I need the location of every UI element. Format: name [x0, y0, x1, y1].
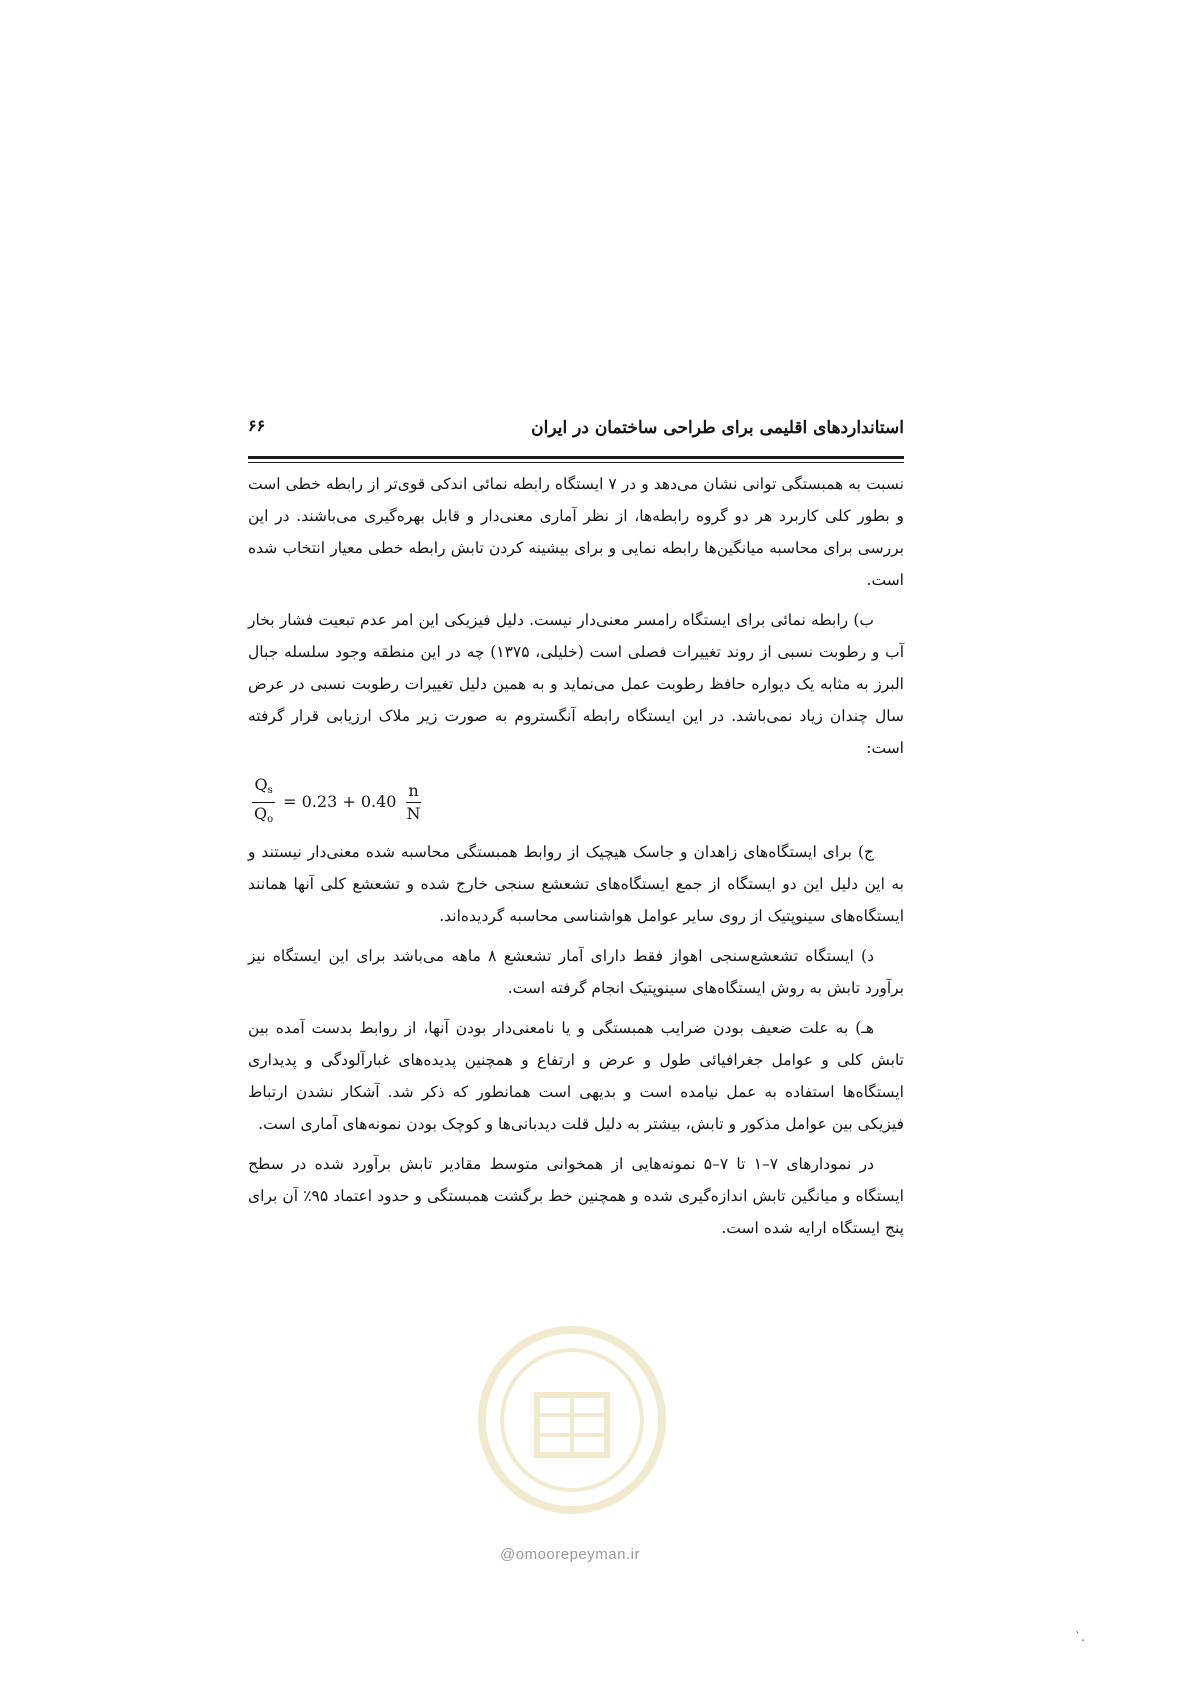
- scan-speck: ˋ.: [1075, 1630, 1085, 1644]
- paragraph-d: د) ایستگاه تشعشع‌سنجی اهواز فقط دارای آمار تشعشع ۸ ماهه می‌باشد برای این ایستگاه نیز برآورد تابش به روش ایستگاه‌های سینوپتیک انجام گرفته است.: [248, 947, 904, 997]
- formula-lhs-denominator: $Q_o$: [254, 803, 274, 825]
- page-number: ۶۶: [248, 416, 266, 435]
- page-header: [248, 418, 904, 448]
- body-text: [248, 468, 904, 1252]
- formula-rhs-numerator: n: [406, 781, 420, 803]
- paragraph-b: ب) رابطه نمائی برای ایستگاه رامسر معنی‌دار نیست. دلیل فیزیکی این امر عدم تبعیت فشار بخار آب و رطوبت نسبی از روند تغییرات فصلی است (خلیلی، ۱۳۷۵) چه در این منطقه وجود سلسله جبال البرز به مثابه یک دیواره حافظ رطوبت عمل می‌نماید و به همین دلیل تغییرات رطوبت نسبی در عرض سال چندان زیاد نمی‌باشد. در این ایستگاه رابطه آنگستروم به صورت زیر ملاک ارزیابی قرار گرفته است:: [248, 611, 905, 757]
- watermark-seal-icon: [472, 1320, 672, 1520]
- formula-rhs-fraction: [404, 781, 422, 824]
- running-title: استانداردهای اقلیمی برای طراحی ساختمان در ایران: [531, 418, 904, 438]
- header-rule-thick: [248, 456, 904, 459]
- angstrom-formula: [248, 774, 904, 830]
- paragraph-final: در نمودارهای ۷–۱ تا ۷–۵ نمونه‌هایی از همخوانی متوسط مقادیر تابش برآورد شده در سطح ایستگاه و میانگین تابش اندازه‌گیری شده و همچنین خط برگشت همبستگی و حدود اعتماد ۹۵٪ آن برای پنج ایستگاه ارایه شده است.: [248, 1155, 904, 1237]
- paragraph-h: هـ) به علت ضعیف بودن ضرایب همبستگی و یا نامعنی‌دار بودن آنها، از روابط بدست آمده بین تابش کلی و عوامل جغرافیائی طول و عرض و ارتفاع و همچنین پدیده‌های غبارآلودگی و پدیداری ایستگاه‌ها استفاده به عمل نیامده است و بدیهی است همانطور که ذکر شد. آشکار نشدن ارتباط فیزیکی بین عوامل مذکور و تابش، بیشتر به دلیل قلت دیدبانی‌ها و کوچک بودن نمونه‌های آماری است.: [248, 1019, 904, 1133]
- watermark-text: @omoorepeyman.ir: [500, 1546, 640, 1563]
- formula-rhs-denominator: N: [406, 803, 421, 823]
- paragraph-j: ج) برای ایستگاه‌های زاهدان و جاسک هیچیک از روابط همبستگی محاسبه شده معنی‌دار نیستند و به این دلیل این دو ایستگاه از جمع ایستگاه‌های تشعشع سنجی خارج شده و تشعشع کلی آنها همانند ایستگاه‌های سینوپتیک از روی سایر عوامل هواشناسی محاسبه گردیده‌اند.: [248, 843, 904, 925]
- formula-lhs-numerator: $Q_s$: [252, 775, 274, 803]
- formula-lhs-fraction: [252, 775, 275, 830]
- header-rule-thin: [248, 462, 904, 463]
- formula-middle: = 0.23 + 0.40: [283, 792, 397, 811]
- paragraph-1: نسبت به همبستگی توانی نشان می‌دهد و در ۷ ایستگاه رابطه نمائی اندکی قوی‌تر از رابطه خطی است و بطور کلی کاربرد هر دو گروه رابطه‌ها، از نظر آماری معنی‌دار و قابل بهره‌گیری می‌باشند. در این بررسی برای محاسبه میانگین‌ها رابطه نمایی و برای بیشینه کردن تابش رابطه خطی معیار انتخاب شده است.: [248, 475, 904, 589]
